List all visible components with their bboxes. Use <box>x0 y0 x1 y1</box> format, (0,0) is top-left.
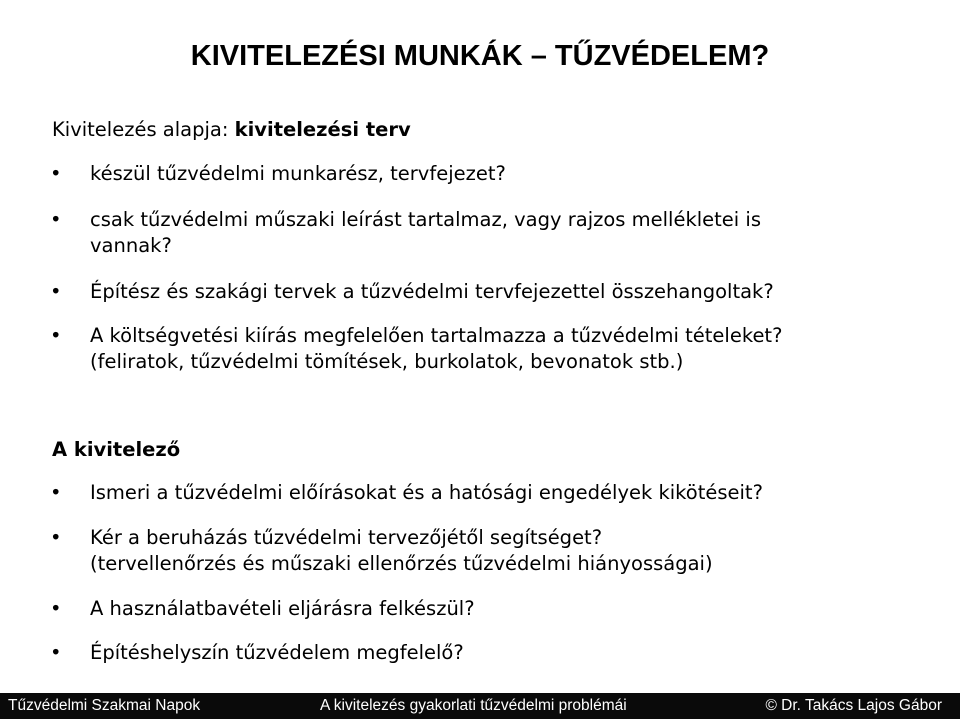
bullet-icon: • <box>50 324 62 347</box>
list-item <box>50 640 930 666</box>
list-item-text: Építéshelyszín tűzvédelem megfelelő? <box>90 641 464 664</box>
list-item-text: Építész és szakági tervek a tűzvédelmi tervfejezettel összehangoltak? <box>90 280 774 303</box>
footer-presentation-title: A kivitelezés gyakorlati tűzvédelmi problémái <box>320 697 627 714</box>
section-heading: A kivitelező <box>52 438 181 461</box>
list-item <box>50 525 930 577</box>
bullet-icon: • <box>50 597 62 620</box>
list-item-text: (tervellenőrzés és műszaki ellenőrzés tűzvédelmi hiányosságai) <box>90 552 713 575</box>
slide-title: KIVITELEZÉSI MUNKÁK – TŰZVÉDELEM? <box>190 40 770 72</box>
footer-author: © Dr. Takács Lajos Gábor <box>765 697 942 714</box>
list-item <box>50 480 930 506</box>
list-item <box>50 596 930 622</box>
intro-emphasis: kivitelezési terv <box>234 118 411 141</box>
intro-line <box>52 117 411 143</box>
list-item-text: vannak? <box>90 234 172 257</box>
bullet-icon: • <box>50 280 62 303</box>
list-item-text: A használatbavételi eljárásra felkészül? <box>90 597 475 620</box>
bullet-icon: • <box>50 526 62 549</box>
list-item <box>50 279 930 305</box>
footer-bar <box>0 693 960 719</box>
list-item-text: Kér a beruházás tűzvédelmi tervezőjétől segítséget? <box>90 526 603 549</box>
bullet-icon: • <box>50 208 62 231</box>
list-item-text: (feliratok, tűzvédelmi tömítések, burkolatok, bevonatok stb.) <box>90 350 684 373</box>
footer-event-name: Tűzvédelmi Szakmai Napok <box>8 697 201 714</box>
list-item-text: csak tűzvédelmi műszaki leírást tartalmaz, vagy rajzos mellékletei is <box>90 208 761 231</box>
list-item-text: Ismeri a tűzvédelmi előírásokat és a hatósági engedélyek kikötéseit? <box>90 481 763 504</box>
list-item <box>50 161 930 187</box>
bullet-icon: • <box>50 641 62 664</box>
intro-prefix: Kivitelezés alapja: <box>52 118 235 141</box>
list-item <box>50 207 930 259</box>
list-item-text: A költségvetési kiírás megfelelően tartalmazza a tűzvédelmi tételeket? <box>90 324 783 347</box>
list-item-text: készül tűzvédelmi munkarész, tervfejezet? <box>90 162 506 185</box>
list-item <box>50 323 930 375</box>
bullet-icon: • <box>50 481 62 504</box>
bullet-icon: • <box>50 162 62 185</box>
